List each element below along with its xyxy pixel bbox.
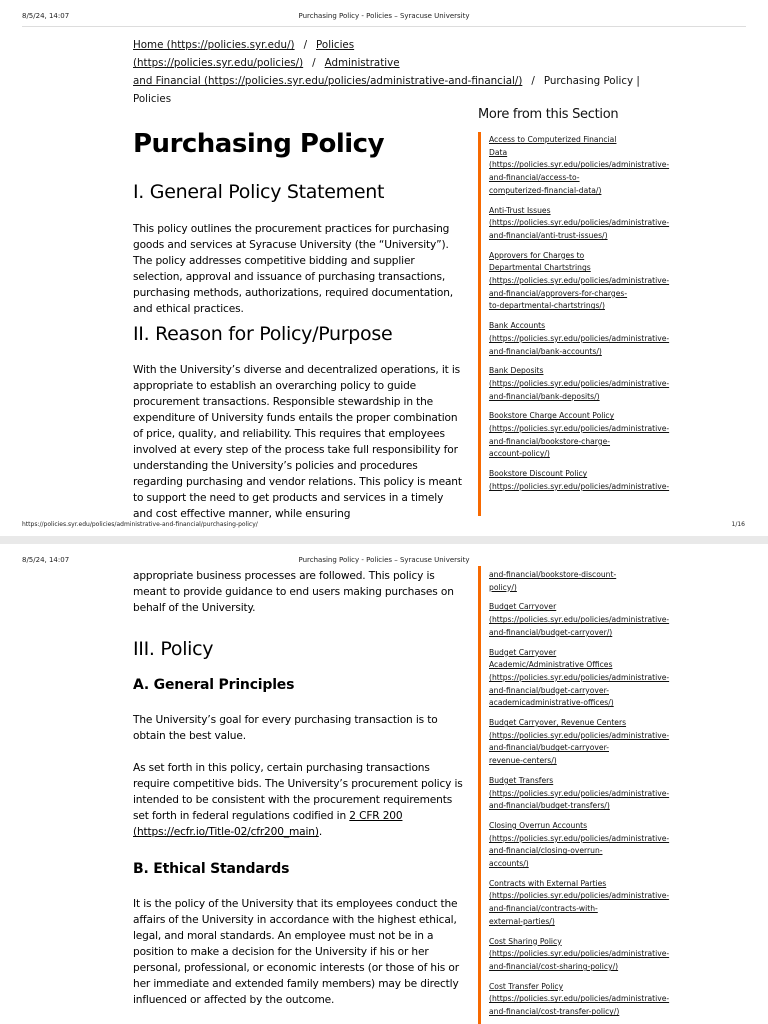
breadcrumb-admin-link-1[interactable]: Administrative — [324, 57, 400, 69]
sidebar-link-line: Closing Overrun Accounts — [489, 820, 588, 830]
sidebar-accent-bar — [478, 132, 481, 516]
subsection-a-heading: A. General Principles — [133, 677, 295, 693]
sidebar-link-line: (https://policies.syr.edu/policies/administrative- — [489, 730, 670, 740]
sidebar-link[interactable] — [489, 820, 684, 871]
sidebar-link[interactable] — [489, 775, 684, 813]
print-title: Purchasing Policy - Policies – Syracuse University — [298, 12, 470, 20]
subsection-a-p2-end: . — [318, 826, 323, 838]
section-3-heading: III. Policy — [133, 638, 214, 660]
sidebar-link-line: and-financial/bookstore-charge- — [489, 436, 611, 446]
sidebar-link-line: Departmental Chartstrings — [489, 263, 591, 273]
sidebar-link-line: policy/) — [489, 582, 517, 592]
sidebar-link-line: and-financial/cost-transfer-policy/) — [489, 1007, 620, 1017]
sidebar-link-line: (https://policies.syr.edu/policies/administrative- — [489, 218, 670, 228]
section-1-heading: I. General Policy Statement — [133, 181, 385, 203]
sidebar-link-line: Access to Computerized Financial — [489, 135, 617, 144]
sidebar-link-line: Approvers for Charges to — [489, 250, 585, 260]
sidebar-link-line: account-policy/) — [489, 449, 550, 459]
sidebar-link-line: Academic/Administrative Offices — [489, 660, 613, 670]
sidebar-link-line: to-departmental-chartstrings/) — [489, 301, 605, 311]
sidebar-link[interactable] — [489, 936, 684, 974]
sidebar-link-line: and-financial/budget-transfers/) — [489, 801, 610, 811]
page-separator — [0, 536, 768, 544]
sidebar-list — [489, 134, 684, 501]
sidebar-link-line: accounts/) — [489, 859, 529, 869]
sidebar-heading: More from this Section — [478, 107, 619, 122]
sidebar-link-line: Budget Carryover — [489, 602, 557, 612]
cfr-link[interactable]: 2 CFR 200 (https://ecfr.io/Title-02/cfr200_main) — [133, 810, 403, 838]
sidebar-link-line: (https://policies.syr.edu/policies/administrative- — [489, 276, 670, 286]
breadcrumb-policies-link[interactable]: Policies (https://policies.syr.edu/policies/) — [133, 39, 355, 69]
sidebar-link-line: Cost Sharing Policy — [489, 936, 562, 946]
sidebar-link-line: academicadministrative-offices/) — [489, 698, 614, 708]
sidebar-link[interactable] — [489, 134, 684, 198]
sidebar-link-line: Bank Deposits — [489, 366, 544, 376]
sidebar-link[interactable] — [489, 320, 684, 358]
header-rule — [22, 26, 746, 27]
print-url: https://policies.syr.edu/policies/administrative-and-financial/purchasing-policy/ — [22, 521, 258, 528]
print-page-number: 1/16 — [731, 521, 745, 528]
breadcrumb-admin-link-2[interactable]: and Financial (https://policies.syr.edu/policies/administrative-and-financial/) — [133, 75, 523, 87]
sidebar-link-line: and-financial/contracts-with- — [489, 904, 598, 914]
sidebar-link-line: Budget Transfers — [489, 775, 554, 785]
sidebar-link-line: Bank Accounts — [489, 321, 546, 331]
sidebar-link-line: and-financial/bank-accounts/) — [489, 346, 602, 356]
print-date: 8/5/24, 14:07 — [22, 556, 70, 564]
sidebar-link-line: (https://policies.syr.edu/policies/administrative- — [489, 424, 670, 434]
breadcrumb-home-link[interactable]: Home (https://policies.syr.edu/) — [133, 39, 295, 51]
sidebar-link-line: and-financial/bank-deposits/) — [489, 391, 600, 401]
subsection-b-p1: It is the policy of the University that its employees conduct the affairs of the University in accordance with the highest ethical, legal, and moral standards. An employee must not be in a position to make a decision for the University if his or her personal, professional, or economic interests (or those of his or her immediate and extended family members) may be directly influenced or affected by the outcome. — [133, 898, 459, 1006]
sidebar-link[interactable] — [489, 205, 684, 243]
breadcrumb-separator: / — [303, 39, 308, 51]
sidebar-link-line: computerized-financial-data/) — [489, 185, 602, 195]
section-2-body: With the University’s diverse and decentralized operations, it is appropriate to establish an overarching policy to guide procurement transactions. Responsible stewardship in the expenditure of University funds entails the proper combination of price, quality, and reliability. This requires that employees involved at every step of the process take full responsibility for understanding the University’s policies and procedures regarding purchasing and vendor relations. This policy is meant to support the need to get products and services in a timely and cost effective manner, while ensuring — [133, 364, 462, 520]
sidebar-link-line: (https://policies.syr.edu/policies/administrative- — [489, 333, 670, 343]
sidebar-link[interactable] — [489, 468, 684, 493]
sidebar-link-line: Cost Transfer Policy — [489, 981, 564, 991]
sidebar-link-line: (https://policies.syr.edu/policies/administrative- — [489, 833, 670, 843]
sidebar-link-line: Bookstore Discount Policy — [489, 469, 588, 479]
print-title: Purchasing Policy - Policies – Syracuse University — [298, 556, 470, 564]
sidebar-link-line: and-financial/cost-sharing-policy/) — [489, 961, 619, 971]
sidebar-link-line: (https://policies.syr.edu/policies/administrative- — [489, 615, 670, 625]
sidebar-link-line: and-financial/anti-trust-issues/) — [489, 230, 608, 240]
sidebar-link[interactable] — [489, 647, 684, 711]
sidebar-link[interactable] — [489, 601, 684, 639]
sidebar-link[interactable] — [489, 410, 684, 461]
sidebar-link-line: (https://policies.syr.edu/policies/administrative- — [489, 378, 670, 388]
sidebar-link-line: and-financial/budget-carryover/) — [489, 627, 613, 637]
sidebar-link-line: Anti-Trust Issues — [489, 205, 551, 215]
section-1-body: This policy outlines the procurement practices for purchasing goods and services at Syracuse University (the “University”). The policy addresses competitive bidding and supplier selection, approval and issuance of purchasing transactions, purchasing methods, authorizations, required documentation, and ethical practices. — [133, 223, 453, 315]
sidebar-link-line: external-parties/) — [489, 916, 555, 926]
page-title: Purchasing Policy — [133, 129, 385, 159]
breadcrumb — [133, 36, 640, 108]
sidebar-link[interactable] — [489, 569, 684, 594]
sidebar-link-line: Bookstore Charge Account Policy — [489, 411, 615, 421]
sidebar-list — [489, 569, 684, 1024]
print-date: 8/5/24, 14:07 — [22, 12, 70, 20]
sidebar-link-line: revenue-centers/) — [489, 756, 557, 766]
section-2-heading: II. Reason for Policy/Purpose — [133, 323, 393, 345]
sidebar-link-line: (https://policies.syr.edu/policies/administrative- — [489, 672, 670, 682]
sidebar-link-line: (https://policies.syr.edu/policies/administrative- — [489, 994, 670, 1004]
sidebar-link-line: and-financial/approvers-for-charges- — [489, 288, 628, 298]
sidebar-link-line: (https://policies.syr.edu/policies/administrative- — [489, 891, 670, 901]
print-header — [0, 12, 768, 26]
sidebar-link-line: and-financial/budget-carryover- — [489, 685, 609, 695]
sidebar-link-line: Data — [489, 147, 508, 157]
sidebar-link-line: (https://policies.syr.edu/policies/administrative- — [489, 949, 670, 959]
breadcrumb-current-cont: Policies — [133, 93, 172, 105]
sidebar-link-line: Budget Carryover — [489, 647, 557, 657]
sidebar-link[interactable] — [489, 250, 684, 314]
sidebar-link-line: and-financial/budget-carryover- — [489, 743, 609, 753]
subsection-b-heading: B. Ethical Standards — [133, 861, 290, 877]
sidebar-link[interactable] — [489, 717, 684, 768]
sidebar-link-line: Budget Carryover, Revenue Centers — [489, 718, 627, 728]
print-footer — [0, 521, 768, 533]
subsection-a-p1: The University’s goal for every purchasing transaction is to obtain the best value. — [133, 714, 438, 742]
sidebar-link-line: (https://policies.syr.edu/policies/administrative- — [489, 160, 670, 170]
sidebar-link-line: (https://policies.syr.edu/policies/administrative- — [489, 788, 670, 798]
subsection-a-p2-text: As set forth in this policy, certain purchasing transactions require competitive bids. The University’s procurement policy is intended to be consistent with the procurement requirements set forth in federal regulations codified in — [133, 762, 463, 822]
sidebar-accent-bar — [478, 566, 481, 1024]
sidebar-link[interactable] — [489, 878, 684, 929]
sidebar-link[interactable] — [489, 981, 684, 1019]
sidebar-link-line: (https://policies.syr.edu/policies/administrative- — [489, 481, 670, 491]
sidebar-link-line: Contracts with External Parties — [489, 878, 607, 888]
sidebar-link[interactable] — [489, 365, 684, 403]
sidebar-link-line: and-financial/bookstore-discount- — [489, 570, 617, 579]
sidebar-link-line: and-financial/access-to- — [489, 173, 580, 183]
subsection-a-p2 — [133, 760, 463, 840]
sidebar-link-line: and-financial/closing-overrun- — [489, 846, 603, 856]
breadcrumb-separator: / — [312, 57, 316, 69]
breadcrumb-separator: / — [531, 75, 535, 87]
breadcrumb-current: Purchasing Policy | — [543, 75, 640, 87]
section-2-body-cont: appropriate business processes are followed. This policy is meant to provide guidance to end users making purchases on behalf of the University. — [133, 570, 454, 614]
